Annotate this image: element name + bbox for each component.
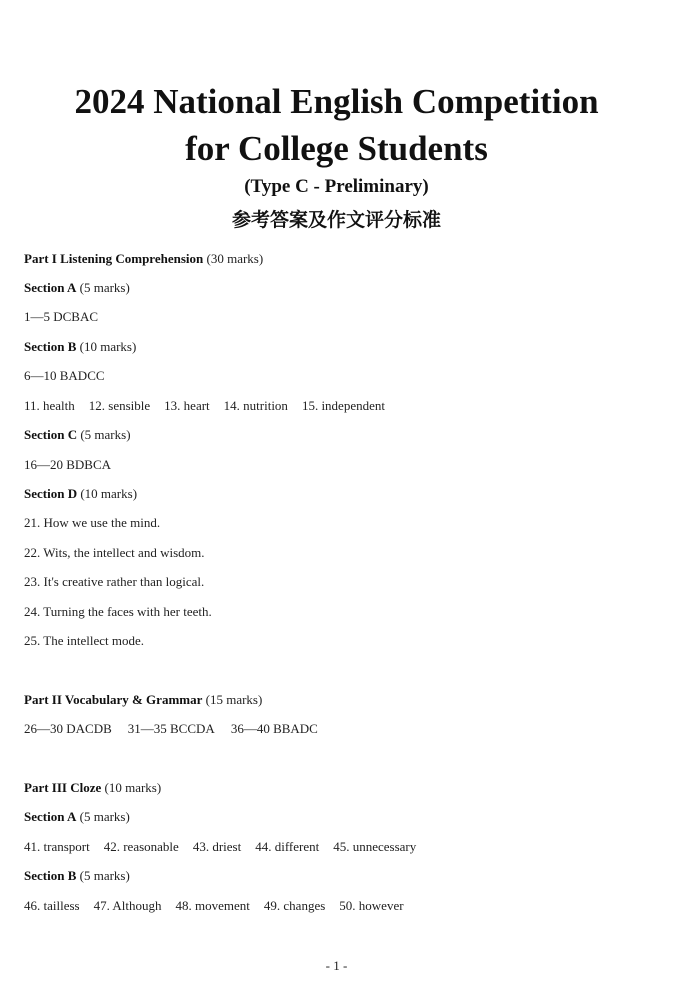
answer-item: 15. independent	[301, 398, 385, 413]
chinese-title: 参考答案及作文评分标准	[231, 209, 441, 231]
answer-item: 12. sensible	[88, 398, 151, 413]
answer-item: 25. The intellect mode.	[24, 633, 144, 648]
part2-marks: (15 marks)	[205, 692, 263, 707]
answer-item: 44. different	[255, 839, 320, 854]
part1-sectionA-marks: (5 marks)	[79, 280, 130, 295]
part3-sectionA-items	[24, 838, 416, 856]
part1-sectionC-heading: Section C	[24, 427, 78, 442]
answer-item: 14. nutrition	[223, 398, 288, 413]
page-title-line-1: 2024 National English Competition	[74, 82, 599, 121]
answer-item: 22. Wits, the intellect and wisdom.	[24, 545, 205, 560]
answer-item: 47. Although	[93, 898, 162, 913]
answer-item: 43. driest	[192, 839, 242, 854]
part2-answers	[24, 720, 318, 738]
answer-group: 26—30 DACDB	[24, 721, 112, 736]
answer-item: 45. unnecessary	[333, 839, 417, 854]
answer-item: 41. transport	[24, 839, 90, 854]
part1-sectionB-marks: (10 marks)	[79, 339, 137, 354]
answer-item: 46. tailless	[24, 898, 80, 913]
part2-heading-line	[24, 691, 262, 709]
part1-sectionA-answers: 1—5 DCBAC	[24, 309, 99, 324]
answer-item: 49. changes	[263, 898, 326, 913]
part1-sectionB-items	[24, 397, 385, 415]
part1-sectionD-marks: (10 marks)	[80, 486, 138, 501]
answer-item: 11. health	[24, 398, 75, 413]
part3-marks: (10 marks)	[104, 780, 162, 795]
part3-sectionB-items	[24, 897, 404, 915]
part1-sectionD-heading-line	[24, 485, 137, 503]
answer-item: 42. reasonable	[103, 839, 179, 854]
part1-sectionB-heading: Section B	[24, 339, 77, 354]
part2-heading: Part II Vocabulary & Grammar	[24, 692, 203, 707]
part3-sectionB-heading: Section B	[24, 868, 77, 883]
part3-sectionA-heading: Section A	[24, 809, 77, 824]
part1-sectionC-heading-line	[24, 426, 131, 444]
answer-item: 50. however	[339, 898, 404, 913]
page-subtitle: (Type C - Preliminary)	[244, 176, 429, 197]
answer-item: 24. Turning the faces with her teeth.	[24, 604, 212, 619]
part1-sectionA-heading: Section A	[24, 280, 77, 295]
part1-marks: (30 marks)	[206, 251, 264, 266]
part1-sectionC-answers: 16—20 BDBCA	[24, 457, 112, 472]
part1-sectionA-heading-line	[24, 279, 130, 297]
answer-group: 36—40 BBADC	[230, 721, 318, 736]
part1-sectionC-marks: (5 marks)	[80, 427, 131, 442]
part1-heading-line	[24, 250, 263, 268]
part1-sectionB-heading-line	[24, 338, 136, 356]
part1-sectionB-answers: 6—10 BADCC	[24, 368, 105, 383]
answer-item: 13. heart	[164, 398, 210, 413]
part3-heading-line	[24, 779, 161, 797]
answer-item: 23. It's creative rather than logical.	[24, 574, 205, 589]
page-title-line-2: for College Students	[185, 129, 488, 168]
answer-item: 21. How we use the mind.	[24, 515, 161, 530]
part1-heading: Part I Listening Comprehension	[24, 251, 204, 266]
part3-sectionB-marks: (5 marks)	[79, 868, 130, 883]
page-number: - 1 -	[325, 958, 348, 973]
part1-sectionD-heading: Section D	[24, 486, 78, 501]
part3-heading: Part III Cloze	[24, 780, 102, 795]
part3-sectionA-heading-line	[24, 808, 130, 826]
part3-sectionB-heading-line	[24, 867, 130, 885]
answer-item: 48. movement	[175, 898, 250, 913]
part3-sectionA-marks: (5 marks)	[79, 809, 130, 824]
answer-group: 31—35 BCCDA	[127, 721, 215, 736]
